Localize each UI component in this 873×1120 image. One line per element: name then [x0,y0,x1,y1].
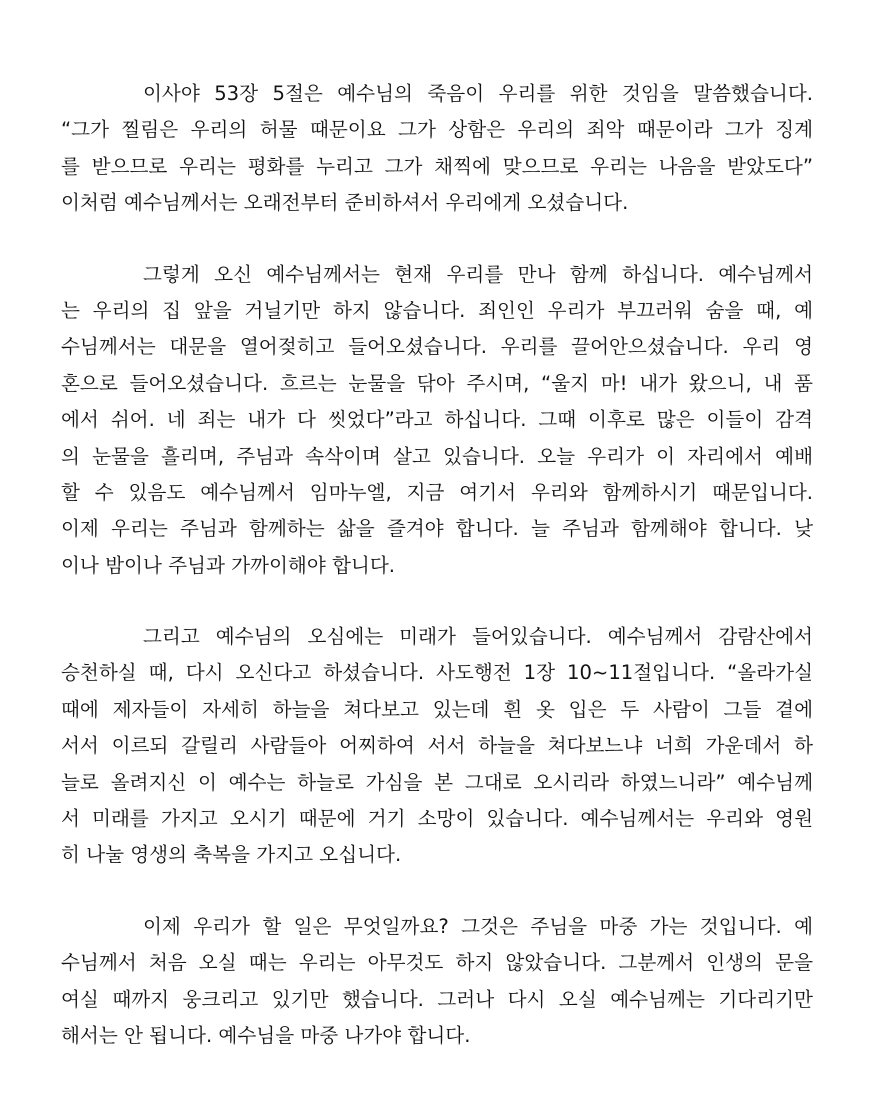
paragraph-gap [61,874,813,909]
text-line: 는 우리의 집 앞을 거닐기만 하지 않습니다. 죄인인 우리가 부끄러워 숨을 때, 예 [61,298,813,322]
text-line: 수님께서 처음 오실 때는 우리는 아무것도 하지 않았습니다. 그분께서 인생의 문을 [61,951,813,975]
text-line: 할 수 있음도 예수님께서 임마누엘, 지금 여기서 우리와 함께하시기 때문입니다. [61,480,813,504]
text-line: 수님께서는 대문을 열어젖히고 들어오셨습니다. 우리를 끌어안으셨습니다. 우리 영 [61,335,813,359]
document-body [61,76,813,1054]
text-line: 이제 우리는 주님과 함께하는 삶을 즐겨야 합니다. 늘 주님과 함께해야 합니다. 낮 [61,517,813,541]
text-line: 서 미래를 가지고 오시기 때문에 거기 소망이 있습니다. 예수님께서는 우리와 영원 [61,807,813,831]
text-line: 늘로 올려지신 이 예수는 하늘로 가심을 본 그대로 오시리라 하였느니라” 예수님께 [61,770,813,794]
text-line: 그렇게 오신 예수님께서는 현재 우리를 만나 함께 하십니다. 예수님께서 [143,262,813,286]
text-line: 여실 때까지 웅크리고 있기만 했습니다. 그러나 다시 오실 예수님께는 기다리기만 [61,987,813,1011]
text-line: 혼으로 들어오셨습니다. 흐르는 눈물을 닦아 주시며, “울지 마! 내가 왔으니, 내 품 [61,371,813,395]
text-line: 때에 제자들이 자세히 하늘을 쳐다보고 있는데 흰 옷 입은 두 사람이 그들 곁에 [61,697,813,721]
paragraph-4 [61,909,813,1055]
text-line: “그가 찔림은 우리의 허물 때문이요 그가 상함은 우리의 죄악 때문이라 그가 징계 [61,118,813,142]
paragraph-2 [61,257,813,585]
paragraph-gap [61,584,813,619]
paragraph-3 [61,619,813,874]
text-line: 이처럼 예수님께서는 오래전부터 준비하셔서 우리에게 오셨습니다. [61,191,629,215]
text-line: 이나 밤이나 주님과 가까이해야 합니다. [61,553,395,577]
paragraph-gap [61,222,813,257]
text-line: 에서 쉬어. 네 죄는 내가 다 씻었다”라고 하십니다. 그때 이후로 많은 이들이 감격 [61,408,813,432]
text-line: 서서 이르되 갈릴리 사람들아 어찌하여 서서 하늘을 쳐다보느냐 너희 가운데서 하 [61,734,813,758]
text-line: 를 받으므로 우리는 평화를 누리고 그가 채찍에 맞으므로 우리는 나음을 받았도다” [61,154,813,178]
text-line: 이제 우리가 할 일은 무엇일까요? 그것은 주님을 마중 가는 것입니다. 예 [143,914,813,938]
text-line: 그리고 예수님의 오심에는 미래가 들어있습니다. 예수님께서 감람산에서 [143,625,813,649]
text-line: 승천하실 때, 다시 오신다고 하셨습니다. 사도행전 1장 10~11절입니다. “올라가실 [61,661,813,685]
text-line: 이사야 53장 5절은 예수님의 죽음이 우리를 위한 것임을 말씀했습니다. [143,82,813,105]
paragraph-1 [61,76,813,222]
text-line: 해서는 안 됩니다. 예수님을 마중 나가야 합니다. [61,1023,471,1047]
text-line: 히 나눌 영생의 축복을 가지고 오십니다. [61,843,402,867]
text-line: 의 눈물을 흘리며, 주님과 속삭이며 살고 있습니다. 오늘 우리가 이 자리에서 예배 [61,444,813,468]
